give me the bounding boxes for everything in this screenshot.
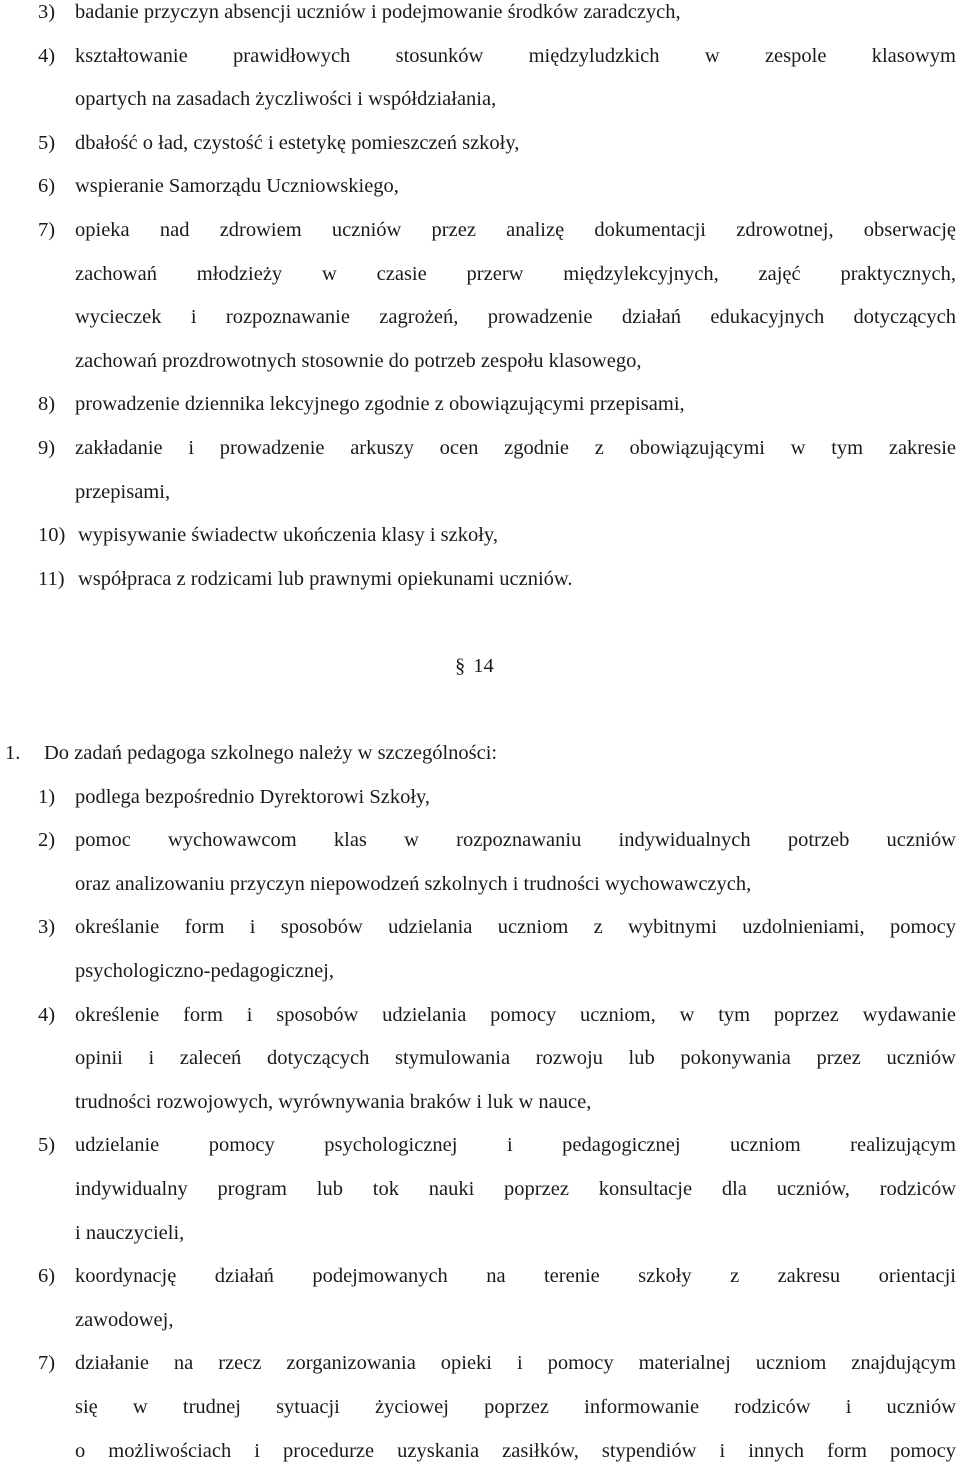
list-item — [38, 994, 956, 1125]
list-item — [38, 427, 956, 514]
item-text: zachowań prozdrowotnych stosownie do potrzeb zespołu klasowego, — [75, 349, 642, 372]
item-text: badanie przyczyn absencji uczniów i podejmowanie środków zaradczych, — [75, 1, 681, 23]
item-text: podlega bezpośrednio Dyrektorowi Szkoły, — [75, 785, 431, 808]
list-item — [38, 1124, 956, 1255]
item-number: 7) — [38, 219, 56, 241]
paragraph-number: 1. — [5, 742, 21, 764]
list-item — [38, 1255, 956, 1342]
item-number: 11) — [38, 567, 65, 590]
list-item — [38, 122, 956, 166]
section-number — [455, 646, 494, 686]
item-number: 4) — [38, 1003, 56, 1026]
item-text: wycieczek i rozpoznawanie zagrożeń, prowadzenie działań edukacyjnych dotyczących — [75, 306, 956, 329]
item-text: zachowań młodzieży w czasie przerw międzylekcyjnych, zajęć praktycznych, — [75, 262, 956, 285]
item-number: 10) — [38, 524, 66, 547]
list-item — [38, 165, 956, 209]
item-text: wspieranie Samorządu Uczniowskiego, — [75, 175, 399, 198]
item-text: zakładanie i prowadzenie arkuszy ocen zgodnie z obowiązującymi w tym zakresie — [75, 437, 956, 459]
item-text: koordynację działań podejmowanych na terenie szkoły z zakresu orientacji — [75, 1265, 956, 1288]
item-text: indywidualny program lub tok nauki poprzez konsultacje dla uczniów, rodziców — [75, 1177, 956, 1200]
item-number: 8) — [38, 393, 56, 416]
list-item — [38, 514, 956, 558]
item-text: działanie na rzecz zorganizowania opieki i pomocy materialnej uczniom znajdującym — [75, 1352, 956, 1375]
list-item — [38, 383, 956, 427]
item-text: trudności rozwojowych, wyrównywania braków i luk w nauce, — [75, 1090, 592, 1113]
item-text: dbałość o ład, czystość i estetykę pomieszczeń szkoły, — [75, 131, 520, 154]
item-text: oraz analizowaniu przyczyn niepowodzeń szkolnych i trudności wychowawczych, — [75, 872, 752, 895]
section-symbol: § — [455, 655, 466, 677]
item-text: prowadzenie dziennika lekcyjnego zgodnie z obowiązującymi przepisami, — [75, 393, 685, 416]
item-text: zawodowej, — [75, 1308, 174, 1331]
item-text: opartych na zasadach życzliwości i współdziałania, — [75, 88, 497, 111]
item-number: 5) — [38, 131, 56, 154]
item-text: pomoc wychowawcom klas w rozpoznawaniu indywidualnych potrzeb uczniów — [75, 829, 956, 852]
item-text: opieka nad zdrowiem uczniów przez analizę dokumentacji zdrowotnej, obserwację — [75, 219, 956, 241]
item-text: określenie form i sposobów udzielania pomocy uczniom, w tym poprzez wydawanie — [75, 1003, 956, 1026]
list-item — [38, 558, 956, 602]
item-text: wypisywanie świadectw ukończenia klasy i szkoły, — [78, 524, 498, 547]
item-number: 3) — [38, 916, 56, 939]
item-number: 9) — [38, 437, 56, 459]
list-item — [38, 1342, 956, 1473]
list-item — [38, 819, 956, 906]
list-item — [38, 906, 956, 993]
item-number: 2) — [38, 829, 56, 852]
item-number: 6) — [38, 1265, 56, 1288]
item-text: kształtowanie prawidłowych stosunków międzyludzkich w zespole klasowym — [75, 44, 956, 67]
paragraph-heading — [5, 732, 497, 776]
item-text: przepisami, — [75, 480, 171, 503]
item-number: 7) — [38, 1352, 56, 1375]
list-item — [38, 776, 956, 820]
item-number: 6) — [38, 175, 56, 198]
item-number: 4) — [38, 44, 56, 67]
item-text: psychologiczno-pedagogicznej, — [75, 959, 335, 982]
section-number-value: 14 — [473, 655, 494, 677]
item-text: opinii i zaleceń dotyczących stymulowania rozwoju lub pokonywania przez uczniów — [75, 1047, 956, 1070]
item-number: 5) — [38, 1134, 56, 1157]
item-text: i nauczycieli, — [75, 1221, 185, 1244]
item-text: o możliwościach i procedurze uzyskania zasiłków, stypendiów i innych form pomocy — [75, 1439, 956, 1462]
list-item — [38, 35, 956, 122]
item-text: określanie form i sposobów udzielania uczniom z wybitnymi uzdolnieniami, pomocy — [75, 916, 956, 939]
list-item — [38, 0, 956, 35]
item-number: 3) — [38, 1, 56, 23]
item-number: 1) — [38, 785, 56, 808]
item-text: się w trudnej sytuacji życiowej poprzez informowanie rodziców i uczniów — [75, 1395, 956, 1418]
item-text: współpraca z rodzicami lub prawnymi opiekunami uczniów. — [78, 567, 573, 590]
list-item — [38, 209, 956, 383]
item-text: udzielanie pomocy psychologicznej i pedagogicznej uczniom realizującym — [75, 1134, 956, 1157]
paragraph-heading-text: Do zadań pedagoga szkolnego należy w szczególności: — [44, 742, 498, 764]
